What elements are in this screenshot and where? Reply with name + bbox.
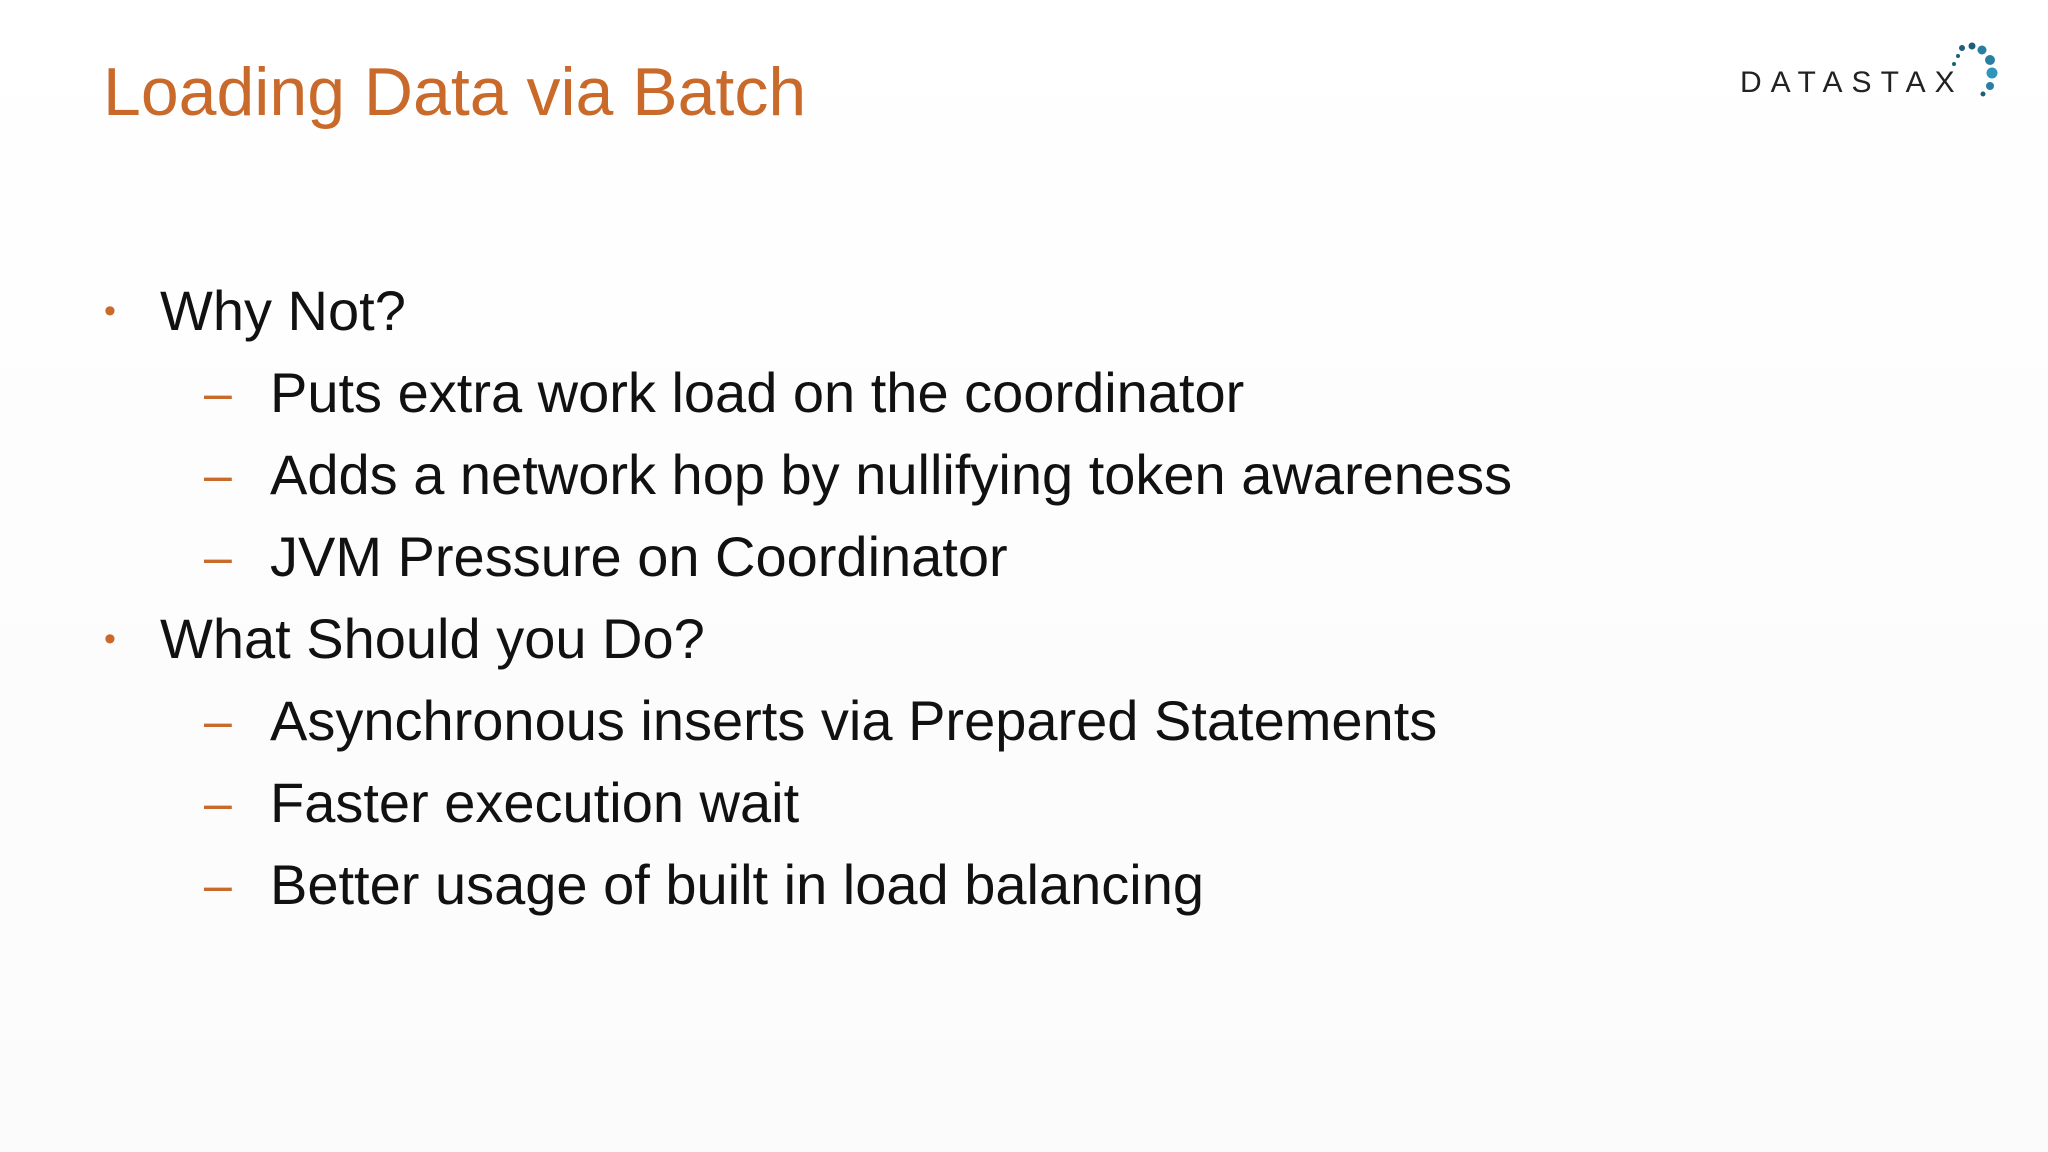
bullet-text: What Should you Do? (160, 607, 705, 670)
dash-marker: – (204, 447, 232, 503)
dash-marker: – (204, 857, 232, 913)
sub-bullet-item (0, 352, 2048, 434)
logo-dots-icon (1938, 40, 2008, 110)
sub-bullet-item (0, 434, 2048, 516)
slide-title: Loading Data via Batch (103, 54, 807, 130)
bullet-marker: • (104, 292, 116, 330)
bullet-item (0, 270, 2048, 352)
datastax-logo (1730, 40, 2020, 110)
sub-bullet-text: Asynchronous inserts via Prepared Statements (270, 689, 1438, 752)
sub-bullet-text: Better usage of built in load balancing (270, 853, 1204, 916)
sub-bullet-text: Adds a network hop by nullifying token awareness (270, 443, 1513, 506)
bullet-list (0, 270, 2048, 926)
sub-bullet-text: Puts extra work load on the coordinator (270, 361, 1245, 424)
dash-marker: – (204, 693, 232, 749)
logo-wordmark: DATASTAX (1740, 66, 1964, 99)
dash-marker: – (204, 365, 232, 421)
bullet-text: Why Not? (160, 279, 406, 342)
sub-bullet-item (0, 762, 2048, 844)
bullet-item (0, 598, 2048, 680)
sub-bullet-text: Faster execution wait (270, 771, 800, 834)
sub-bullet-item (0, 516, 2048, 598)
dash-marker: – (204, 529, 232, 585)
bullet-marker: • (104, 620, 116, 658)
sub-bullet-item (0, 680, 2048, 762)
sub-bullet-item (0, 844, 2048, 926)
sub-bullet-text: JVM Pressure on Coordinator (270, 525, 1008, 588)
dash-marker: – (204, 775, 232, 831)
